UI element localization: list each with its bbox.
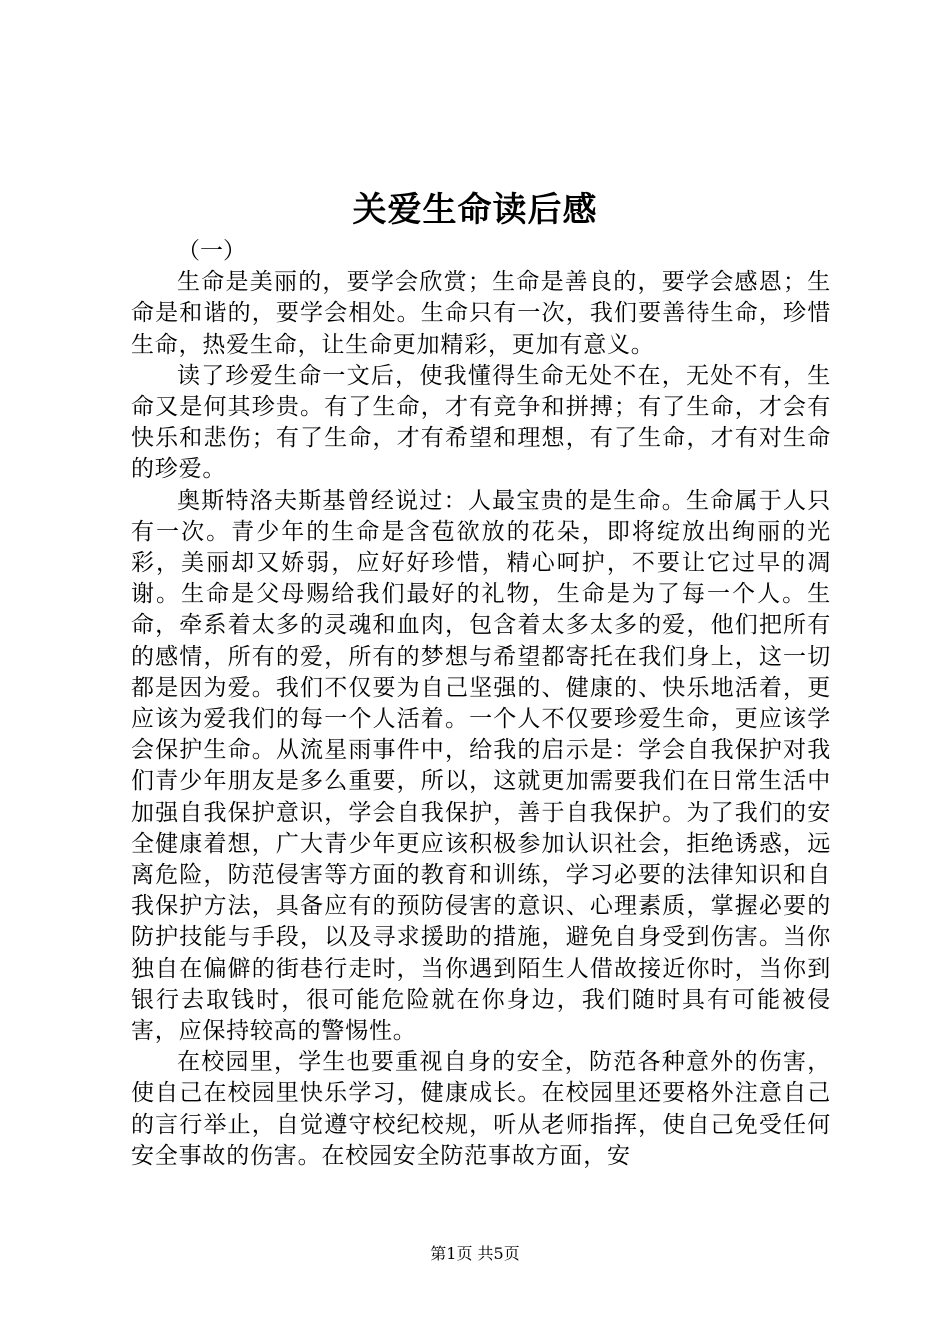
document-body bbox=[131, 236, 831, 1172]
paragraph-1: 生命是美丽的，要学会欣赏；生命是善良的，要学会感恩；生命是和谐的，要学会相处。生命只有一次，我们要善待生命，珍惜生命，热爱生命，让生命更加精彩，更加有意义。 bbox=[131, 269, 831, 358]
page-footer: 第1页 共5页 bbox=[430, 1244, 520, 1263]
paragraph-3: 奥斯特洛夫斯基曾经说过：人最宝贵的是生命。生命属于人只有一次。青少年的生命是含苞欲放的花朵，即将绽放出绚丽的光彩，美丽却又娇弱，应好好珍惜，精心呵护，不要让它过早的凋谢。生命是父母赐给我们最好的礼物，生命是为了每一个人。生命，牵系着太多的灵魂和血肉，包含着太多太多的爱，他们把所有的感情，所有的爱，所有的梦想与希望都寄托在我们身上，这一切都是因为爱。我们不仅要为自己坚强的、健康的、快乐地活着，更应该为爱我们的每一个人活着。一个人不仅要珍爱生命，更应该学会保护生命。从流星雨事件中，给我的启示是：学会自我保护对我们青少年朋友是多么重要，所以，这就更加需要我们在日常生活中加强自我保护意识，学会自我保护，善于自我保护。为了我们的安全健康着想，广大青少年更应该积极参加认识社会，拒绝诱惑，远离危险，防范侵害等方面的教育和训练，学习必要的法律知识和自我保护方法，具备应有的预防侵害的意识、心理素质，掌握必要的防护技能与手段，以及寻求援助的措施，避免自身受到伤害。当你独自在偏僻的街巷行走时，当你遇到陌生人借故接近你时，当你到银行去取钱时，很可能危险就在你身边，我们随时具有可能被侵害，应保持较高的警惕性。 bbox=[131, 487, 831, 1045]
paragraph-4: 在校园里，学生也要重视自身的安全，防范各种意外的伤害，使自己在校园里快乐学习，健康成长。在校园里还要格外注意自己的言行举止，自觉遵守校纪校规，听从老师指挥，使自己免受任何安全事故的伤害。在校园安全防范事故方面，安 bbox=[131, 1049, 831, 1169]
paragraph-2: 读了珍爱生命一文后，使我懂得生命无处不在，无处不有，生命又是何其珍贵。有了生命，才有竞争和拼搏；有了生命，才会有快乐和悲伤；有了生命，才有希望和理想，有了生命，才有对生命的珍爱。 bbox=[131, 362, 831, 483]
section-label: （一） bbox=[177, 238, 246, 264]
document-title: 关爱生命读后感 bbox=[352, 190, 598, 230]
